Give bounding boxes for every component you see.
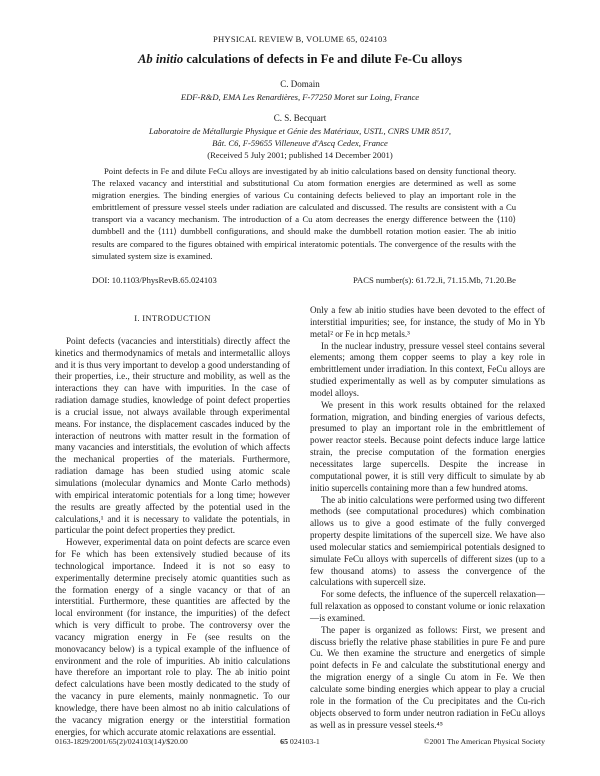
running-head: PHYSICAL REVIEW B, VOLUME 65, 024103 [213, 34, 387, 44]
footer-copyright: ©2001 The American Physical Society [423, 737, 545, 746]
section-heading: I. INTRODUCTION [134, 313, 211, 323]
paragraph: In the nuclear industry, pressure vessel steel contains several elements; among them copper seems to play a key role in embrittlement under irradiation. In this context, FeCu alloys are studied experimentally as well as by computer simulations as model alloys. [310, 340, 545, 398]
affiliation-line: Bât. C6, F-59655 Villeneuve d'Ascq Cedex, France [212, 137, 388, 148]
paragraph: We present in this work results obtained for the relaxed formation, migration, and binding energies of various defects, presumed to play an important role in the embrittlement of power reactor steels. Because point defects induce large lattice strain, the precise computation of the formation energies necessitates large supercells. Despite the increase in computational power, it is still very difficult to simulate by ab initio supercells containing more than a few hundred atoms. [310, 399, 545, 493]
footer-issn: 0163-1829/2001/65(2)/024103(14)/$20.00 [55, 737, 188, 746]
paragraph: The ab initio calculations were performed using two different methods (see computational procedures) which combination allows us to give a good estimate of the fully converged property despite limitations of the supercell size. We have also used molecular statics and semiempirical potentials designed to simulate FeCu alloys with supercells of different sizes (up to a few thousand atoms) to assess the convergence of the calculations with supercell size. [310, 494, 545, 588]
affiliation-line: Laboratoire de Métallurgie Physique et Génie des Matériaux, USTL, CNRS UMR 8517, [148, 126, 451, 136]
title-italic: Ab initio [138, 52, 184, 66]
title-rest: calculations of defects in Fe and dilute Fe-Cu alloys [183, 52, 462, 66]
received-date: (Received 5 July 2001; published 14 December 2001) [207, 150, 393, 160]
page-number: 024103-1 [287, 737, 320, 746]
author-affiliation [0, 126, 600, 149]
right-column [310, 305, 545, 731]
abstract: Point defects in Fe and dilute FeCu alloys are investigated by ab initio calculations based on density functional theory. The relaxed vacancy and interstitial and substitutional Cu atom formation energies are determined as well as some migration energies. The binding energies of various Cu containing defects believed to play an important role in the embrittlement of pressure vessel steels under radiation are calculated and discussed. The results are consistent with a Cu transport via a vacancy mechanism. The introduction of a Cu atom decreases the energy difference between the ⟨110⟩ dumbbell and the ⟨111⟩ dumbbell configurations, and should make the dumbbell rotation motion easier. The ab initio results are compared to the figures obtained with empirical interatomic potentials. The convergence of the results with the simulated system size is examined. [92, 166, 516, 261]
paper-title [0, 52, 600, 67]
paragraph: Point defects (vacancies and interstitials) directly affect the kinetics and thermodynamics of metals and intermetallic alloys and it is thus very important to develop a good understanding of their properties, i.e., their structure and mobility, as well as the interactions they can have with impurities. In the case of radiation damage studies, knowledge of point defect properties is a crucial issue, not always available through experimental means. For instance, the displacement cascades induced by the interaction of neutrons with matter result in the formation of many vacancies and interstitials, the evolution of which affects the mechanical properties of the materials. Furthermore, radiation damage has been studied using atomic scale simulations (molecular dynamics and Monte Carlo methods) with empirical interatomic potentials for a long time; however the results are greatly affected by the potential used in the calculations,¹ and it is necessary to validate the potentials, in particular the point defect properties they predict. [55, 335, 290, 536]
volume-number: 65 [280, 737, 288, 746]
doi: DOI: 10.1103/PhysRevB.65.024103 [92, 275, 217, 285]
paragraph: For some defects, the influence of the supercell relaxation—full relaxation as opposed to constant volume or ionic relaxation—is examined. [310, 589, 545, 623]
author-affiliation: EDF-R&D, EMA Les Renardières, F-77250 Moret sur Loing, France [180, 92, 420, 102]
author-name: C. S. Becquart [273, 113, 327, 123]
left-column [55, 305, 290, 739]
author-name: C. Domain [280, 79, 320, 89]
paragraph: However, experimental data on point defects are scarce even for Fe which has been extensively studied because of its technological importance. Indeed it is not so easy to experimentally determine precisely atomic quantities such as the formation energy of a single vacancy or that of an interstitial. Furthermore, these quantities are affected by the local environment (for instance, the impurities) of the defect which is very difficult to probe. The controversy over the vacancy migration energy in Fe (see results on the monovacancy below) is a typical example of the influence of environment and the role of impurities. Ab initio calculations have therefore an important role to play. The ab initio point defect calculations have been mostly dedicated to the study of the vacancy in pure elements, mainly nonmagnetic. To our knowledge, there have been almost no ab initio calculations of the vacancy migration energy or the interstitial formation energies, for which accurate atomic relaxations are essential. [55, 537, 290, 737]
paragraph: The paper is organized as follows: First, we present and discuss briefly the relative phase stabilities in pure Fe and pure Cu. We then examine the structure and energetics of simple point defects in Fe and calculate the substitutional energy and the migration energy of a single Cu atom in Fe. We then calculate some binding energies which appear to play a crucial role in the formation of the Cu precipitates and the Cu-rich objects observed to form under neutron radiation in FeCu alloys as well as in pressure vessel steels.⁴⁵ [310, 624, 545, 730]
pacs-numbers: PACS number(s): 61.72.Ji, 71.15.Mb, 71.20.Be [353, 275, 516, 285]
paragraph: Only a few ab initio studies have been devoted to the effect of interstitial impurities; see, for instance, the study of Mo in Yb metal² or Fe in hcp metals.³ [310, 305, 545, 339]
